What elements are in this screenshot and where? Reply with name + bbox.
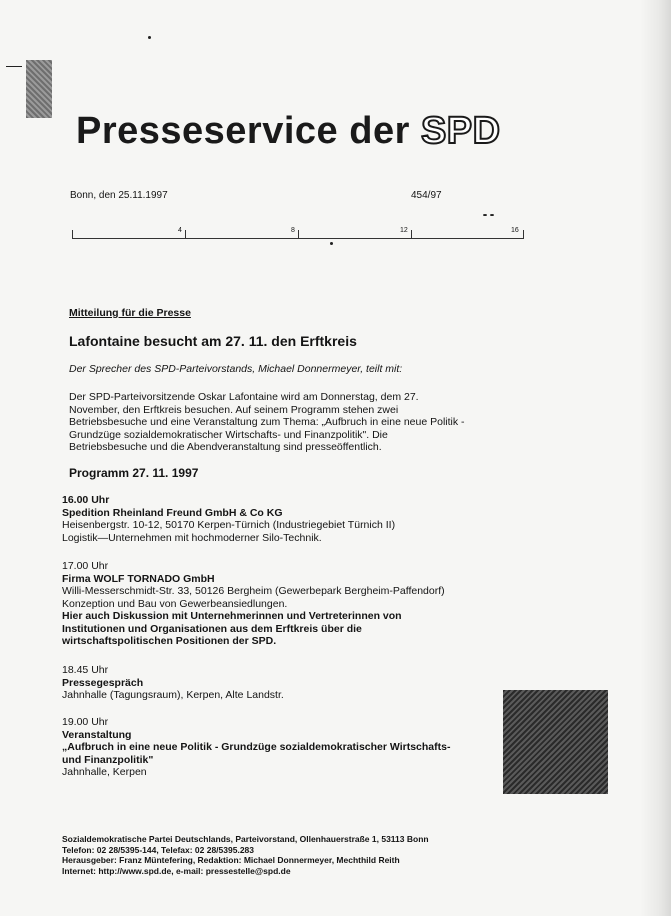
scan-speck xyxy=(6,66,22,67)
intro-line: Grundzüge sozialdemokratischer Wirtschafts- und Finanzpolitik". Die xyxy=(69,428,388,441)
scan-speck xyxy=(490,214,494,216)
ruler-tick xyxy=(185,230,186,238)
program-time: 16.00 Uhr xyxy=(62,494,110,506)
program-time: 19.00 Uhr xyxy=(62,716,109,728)
program-event-title: „Aufbruch in eine neue Politik - Grundzüge sozialdemokratischer Wirtschafts- xyxy=(62,741,451,753)
program-time: 17.00 Uhr xyxy=(62,560,109,572)
footer-line: Internet: http://www.spd.de, e-mail: pressestelle@spd.de xyxy=(62,865,291,876)
footer-imprint xyxy=(62,834,429,876)
ruler-mark: 8 xyxy=(291,227,295,234)
scan-speck xyxy=(330,242,333,245)
program-description: Logistik—Unternehmen mit hochmoderner Silo-Technik. xyxy=(62,531,322,544)
scan-shadow-edge xyxy=(640,0,671,916)
footer-line: Herausgeber: Franz Müntefering, Redaktion: Michael Donnermeyer, Mechthild Reith xyxy=(62,855,400,865)
intro-line: Betriebsbesuche und eine Veranstaltung zum Thema: „Aufbruch in eine neue Politik - xyxy=(69,416,465,428)
footer-line: Sozialdemokratische Partei Deutschlands, Parteivorstand, Ollenhauerstraße 1, 53113 Bonn xyxy=(62,834,429,844)
headline: Lafontaine besucht am 27. 11. den Erftkreis xyxy=(69,333,357,349)
intro-line: November, den Erftkreis besuchen. Auf seinem Programm stehen zwei xyxy=(69,403,399,416)
program-heading: Programm 27. 11. 1997 xyxy=(69,466,199,480)
program-discussion: Hier auch Diskussion mit Unternehmerinnen und Vertreterinnen von xyxy=(62,610,402,622)
program-description: Konzeption und Bau von Gewerbeansiedlungen. xyxy=(62,597,288,610)
program-item-1 xyxy=(62,494,395,544)
intro-paragraph xyxy=(69,391,465,454)
ruler-tick xyxy=(523,230,524,238)
notice-label: Mitteilung für die Presse xyxy=(69,307,191,319)
scan-artifact-dark-block xyxy=(503,690,608,794)
program-item-2 xyxy=(62,560,445,648)
ruler-mark: 16 xyxy=(511,227,519,234)
scan-speck xyxy=(483,214,487,216)
program-item-4 xyxy=(62,716,450,779)
program-venue: Pressegespräch xyxy=(62,676,144,689)
program-event-title: und Finanzpolitik" xyxy=(62,753,154,766)
program-venue: Spedition Rheinland Freund GmbH & Co KG xyxy=(62,506,283,519)
program-item-3 xyxy=(62,664,284,702)
place-date: Bonn, den 25.11.1997 xyxy=(70,190,168,201)
typing-ruler xyxy=(72,229,524,239)
spokesperson-line: Der Sprecher des SPD-Parteivorstands, Michael Donnermeyer, teilt mit: xyxy=(69,363,403,375)
letterhead-title-text: Presseservice der xyxy=(76,110,421,152)
ruler-tick xyxy=(72,230,73,238)
program-address: Heisenbergstr. 10-12, 50170 Kerpen-Türnich (Industriegebiet Türnich II) xyxy=(62,519,396,531)
ruler-mark: 12 xyxy=(400,227,408,234)
ruler-tick xyxy=(411,230,412,238)
document-number: 454/97 xyxy=(411,190,442,201)
scan-speck xyxy=(148,36,151,39)
ruler-mark: 4 xyxy=(178,227,182,234)
program-venue: Veranstaltung xyxy=(62,728,132,741)
program-venue: Firma WOLF TORNADO GmbH xyxy=(62,572,215,585)
program-address: Jahnhalle (Tagungsraum), Kerpen, Alte Landstr. xyxy=(62,689,284,701)
footer-line: Telefon: 02 28/5395-144, Telefax: 02 28/5395.283 xyxy=(62,844,255,855)
intro-line: Der SPD-Parteivorsitzende Oskar Lafontaine wird am Donnerstag, dem 27. xyxy=(69,391,419,403)
ruler-tick xyxy=(298,230,299,238)
spd-logo-text: SPD xyxy=(420,110,501,152)
program-discussion: Institutionen und Organisationen aus dem Erftkreis über die xyxy=(62,622,362,635)
program-discussion: wirtschaftspolitischen Positionen der SPD. xyxy=(62,635,277,647)
program-time: 18.45 Uhr xyxy=(62,664,109,676)
intro-line: Betriebsbesuche und die Abendveranstaltung sind presseöffentlich. xyxy=(69,441,382,453)
program-address: Jahnhalle, Kerpen xyxy=(62,766,147,778)
letterhead-title xyxy=(76,110,501,153)
scan-artifact-grey-block xyxy=(26,60,52,118)
program-address: Willi-Messerschmidt-Str. 33, 50126 Bergheim (Gewerbepark Bergheim-Paffendorf) xyxy=(62,585,445,597)
